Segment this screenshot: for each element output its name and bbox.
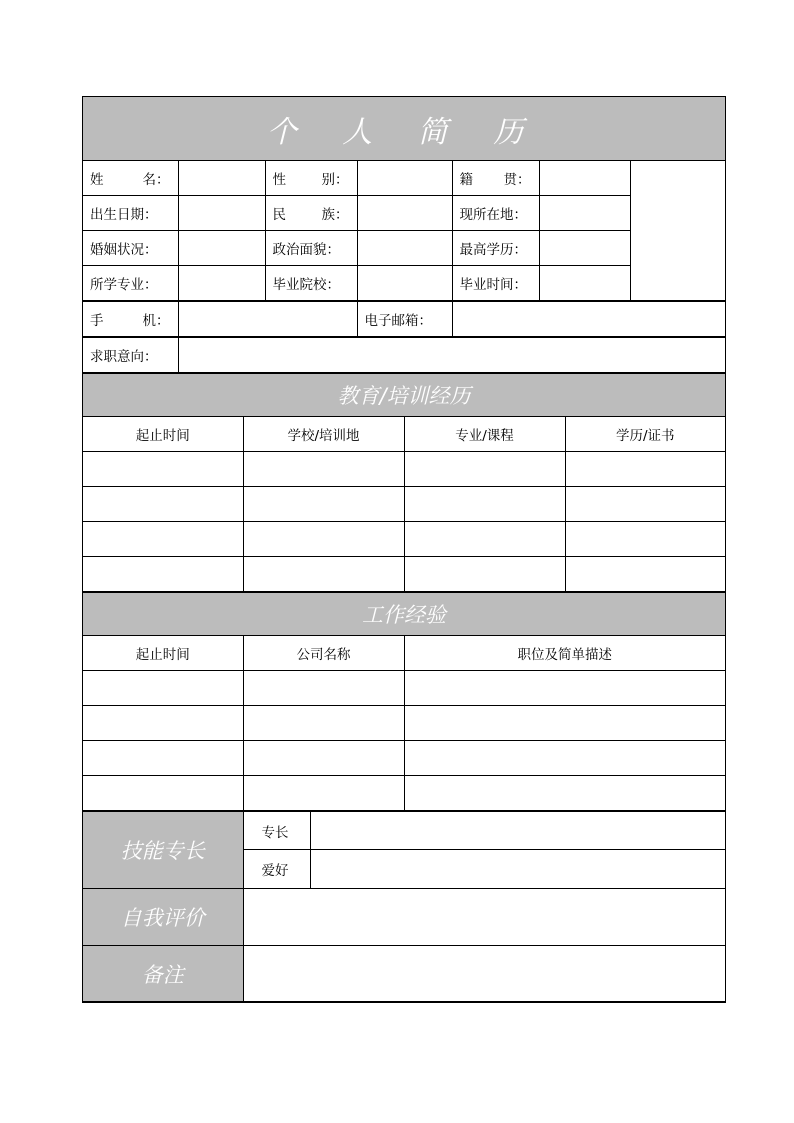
work-cell[interactable]	[404, 706, 725, 741]
edu-cell[interactable]	[243, 557, 404, 592]
job-intention-label: 求职意向：	[83, 338, 178, 373]
edu-cell[interactable]	[565, 557, 725, 592]
skills-section-title: 技能专长	[83, 812, 243, 889]
edu-cell[interactable]	[83, 522, 243, 557]
gender-field[interactable]	[357, 161, 452, 196]
birth-date-field[interactable]	[178, 196, 265, 231]
gender-label: 性 别：	[265, 161, 357, 196]
work-cell[interactable]	[243, 706, 404, 741]
self-evaluation-field[interactable]	[243, 889, 725, 946]
ethnicity-label: 民 族：	[265, 196, 357, 231]
edu-cell[interactable]	[243, 487, 404, 522]
edu-cell[interactable]	[565, 487, 725, 522]
edu-cell[interactable]	[404, 522, 565, 557]
political-status-field[interactable]	[357, 231, 452, 266]
native-place-label: 籍 贯：	[452, 161, 539, 196]
work-header-position: 职位及简单描述	[404, 636, 725, 671]
birth-date-label: 出生日期：	[83, 196, 178, 231]
graduate-school-label: 毕业院校：	[265, 266, 357, 301]
name-label: 姓 名：	[83, 161, 178, 196]
residence-label: 现所在地：	[452, 196, 539, 231]
email-label: 电子邮箱：	[357, 302, 452, 337]
name-field[interactable]	[178, 161, 265, 196]
phone-label: 手 机：	[83, 302, 178, 337]
edu-header-period: 起止时间	[83, 417, 243, 452]
highest-degree-field[interactable]	[539, 231, 630, 266]
edu-cell[interactable]	[83, 487, 243, 522]
work-cell[interactable]	[404, 671, 725, 706]
ethnicity-field[interactable]	[357, 196, 452, 231]
edu-cell[interactable]	[404, 487, 565, 522]
edu-cell[interactable]	[404, 452, 565, 487]
bottom-table	[83, 811, 725, 1002]
native-place-field[interactable]	[539, 161, 630, 196]
edu-header-degree: 学历/证书	[565, 417, 725, 452]
education-table	[83, 373, 725, 592]
residence-field[interactable]	[539, 196, 630, 231]
work-cell[interactable]	[243, 671, 404, 706]
education-section-title: 教育/培训经历	[83, 374, 725, 417]
major-label: 所学专业：	[83, 266, 178, 301]
phone-field[interactable]	[178, 302, 357, 337]
highest-degree-label: 最高学历：	[452, 231, 539, 266]
specialty-field[interactable]	[310, 812, 725, 850]
graduation-time-field[interactable]	[539, 266, 630, 301]
edu-cell[interactable]	[83, 452, 243, 487]
work-cell[interactable]	[83, 706, 243, 741]
edu-header-school: 学校/培训地	[243, 417, 404, 452]
resume-form	[82, 96, 726, 1003]
contact-table	[83, 301, 725, 337]
marital-status-field[interactable]	[178, 231, 265, 266]
self-evaluation-title: 自我评价	[83, 889, 243, 946]
work-section-title: 工作经验	[83, 593, 725, 636]
email-field[interactable]	[452, 302, 725, 337]
work-cell[interactable]	[243, 776, 404, 811]
edu-cell[interactable]	[83, 557, 243, 592]
work-cell[interactable]	[404, 741, 725, 776]
work-header-period: 起止时间	[83, 636, 243, 671]
remarks-title: 备注	[83, 946, 243, 1002]
work-cell[interactable]	[243, 741, 404, 776]
work-cell[interactable]	[83, 671, 243, 706]
edu-cell[interactable]	[243, 522, 404, 557]
job-intention-field[interactable]	[178, 338, 725, 373]
work-cell[interactable]	[83, 741, 243, 776]
page-title: 个 人 简 历	[83, 97, 725, 161]
edu-header-major: 专业/课程	[404, 417, 565, 452]
work-table	[83, 592, 725, 811]
graduate-school-field[interactable]	[357, 266, 452, 301]
photo-box[interactable]	[630, 161, 725, 301]
work-cell[interactable]	[83, 776, 243, 811]
work-header-company: 公司名称	[243, 636, 404, 671]
marital-status-label: 婚姻状况：	[83, 231, 178, 266]
political-status-label: 政治面貌：	[265, 231, 357, 266]
personal-info-table	[83, 97, 725, 301]
edu-cell[interactable]	[243, 452, 404, 487]
edu-cell[interactable]	[565, 522, 725, 557]
hobby-label: 爱好	[243, 850, 310, 889]
edu-cell[interactable]	[565, 452, 725, 487]
remarks-field[interactable]	[243, 946, 725, 1002]
specialty-label: 专长	[243, 812, 310, 850]
work-cell[interactable]	[404, 776, 725, 811]
edu-cell[interactable]	[404, 557, 565, 592]
hobby-field[interactable]	[310, 850, 725, 889]
graduation-time-label: 毕业时间：	[452, 266, 539, 301]
intention-table	[83, 337, 725, 373]
major-field[interactable]	[178, 266, 265, 301]
